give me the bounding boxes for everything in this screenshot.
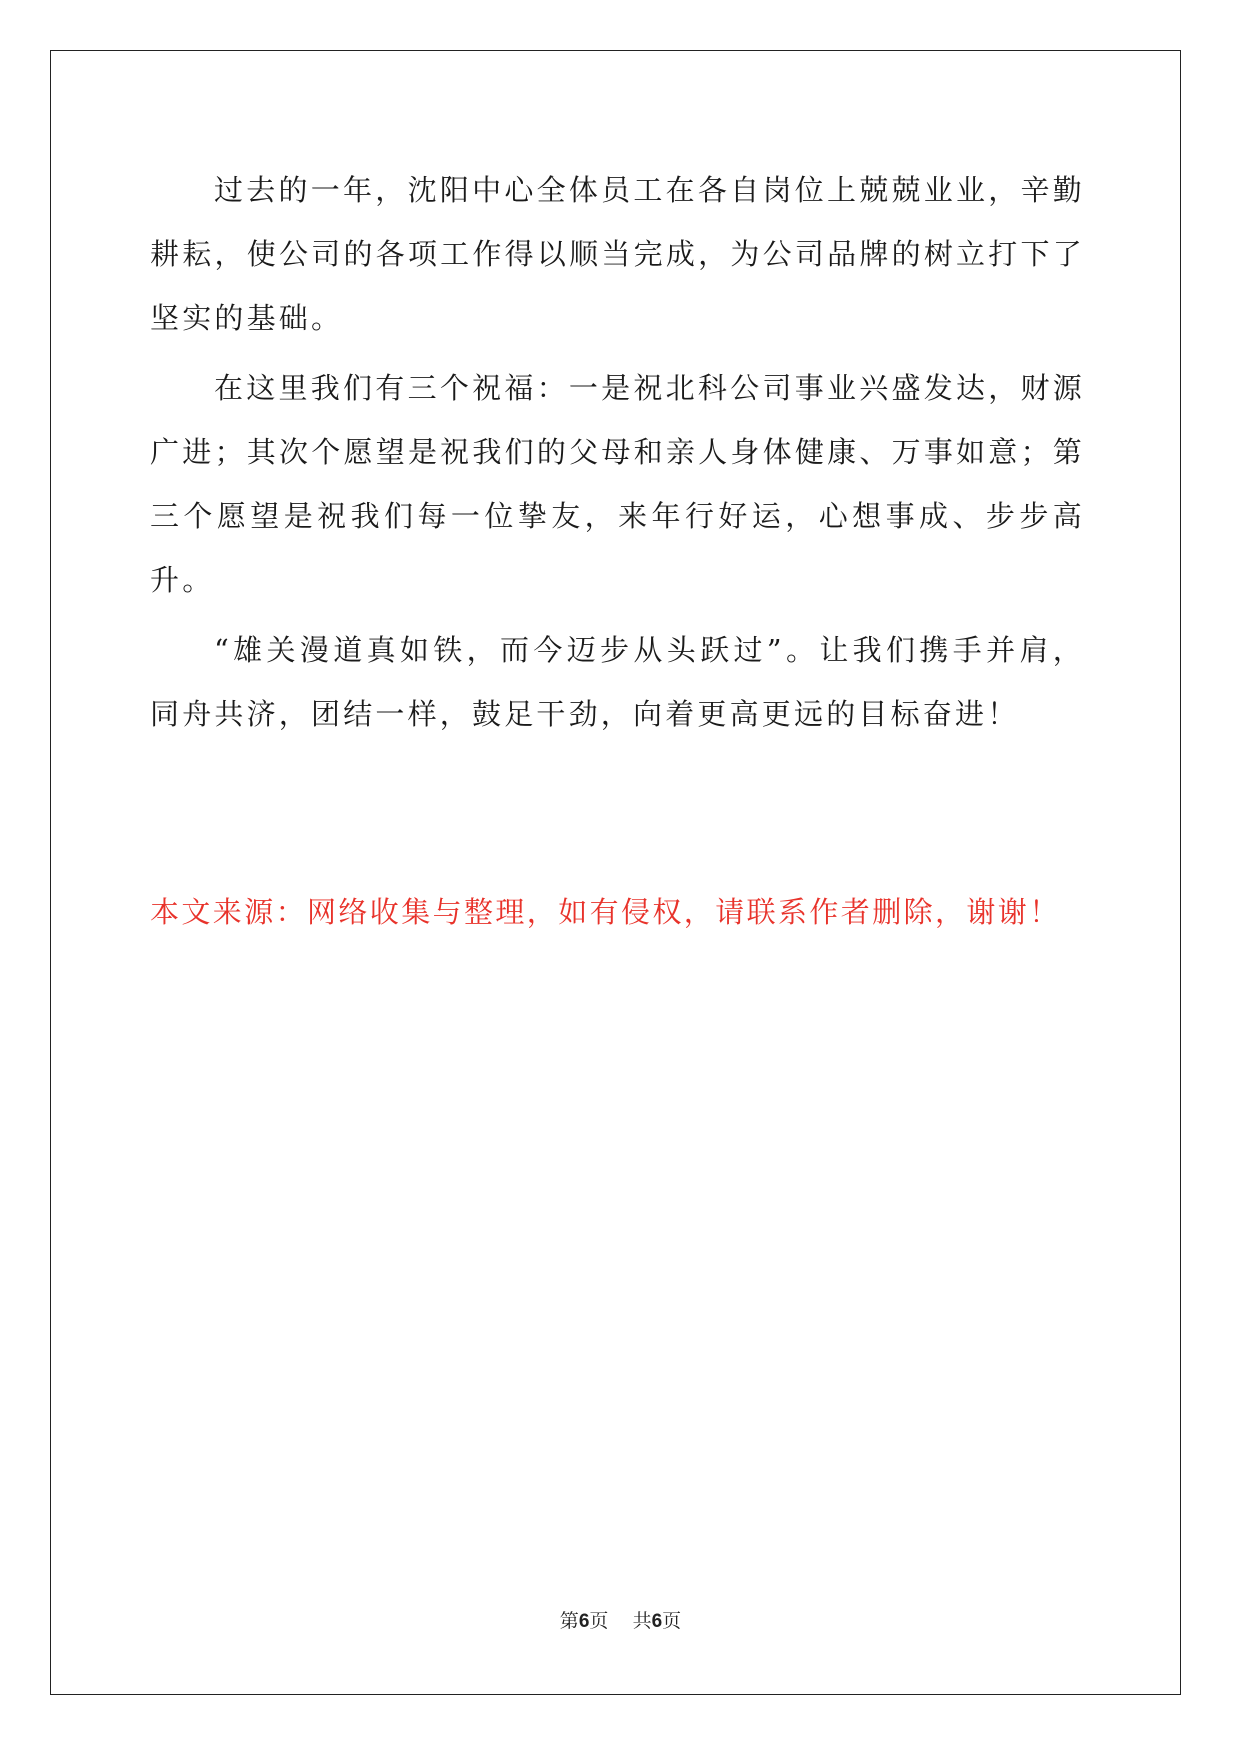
page-footer: [0, 1606, 1241, 1633]
paragraph-1: 过去的一年，沈阳中心全体员工在各自岗位上兢兢业业，辛勤耕耘，使公司的各项工作得以顺当完成，为公司品牌的树立打下了坚实的基础。: [150, 173, 1085, 335]
paragraph-2: 在这里我们有三个祝福：一是祝北科公司事业兴盛发达，财源广进；其次个愿望是祝我们的父母和亲人身体健康、万事如意；第三个愿望是祝我们每一位挚友，来年行好运，心想事成、步步高升。: [150, 371, 1085, 597]
source-note: 本文来源：网络收集与整理，如有侵权，请联系作者删除，谢谢！: [150, 895, 1061, 929]
total-suffix: 页: [662, 1610, 682, 1632]
paragraph-3: “雄关漫道真如铁，而今迈步从头跃过”。让我们携手并肩，同舟共济，团结一样，鼓足干劲，向着更高更远的目标奋进！: [150, 633, 1085, 731]
document-body: [150, 158, 1085, 752]
page-prefix: 第: [559, 1610, 579, 1632]
total-prefix: 共: [632, 1610, 652, 1632]
total-pages-number: 6: [651, 1611, 663, 1632]
page-suffix: 页: [589, 1610, 609, 1632]
current-page-number: 6: [578, 1611, 590, 1632]
